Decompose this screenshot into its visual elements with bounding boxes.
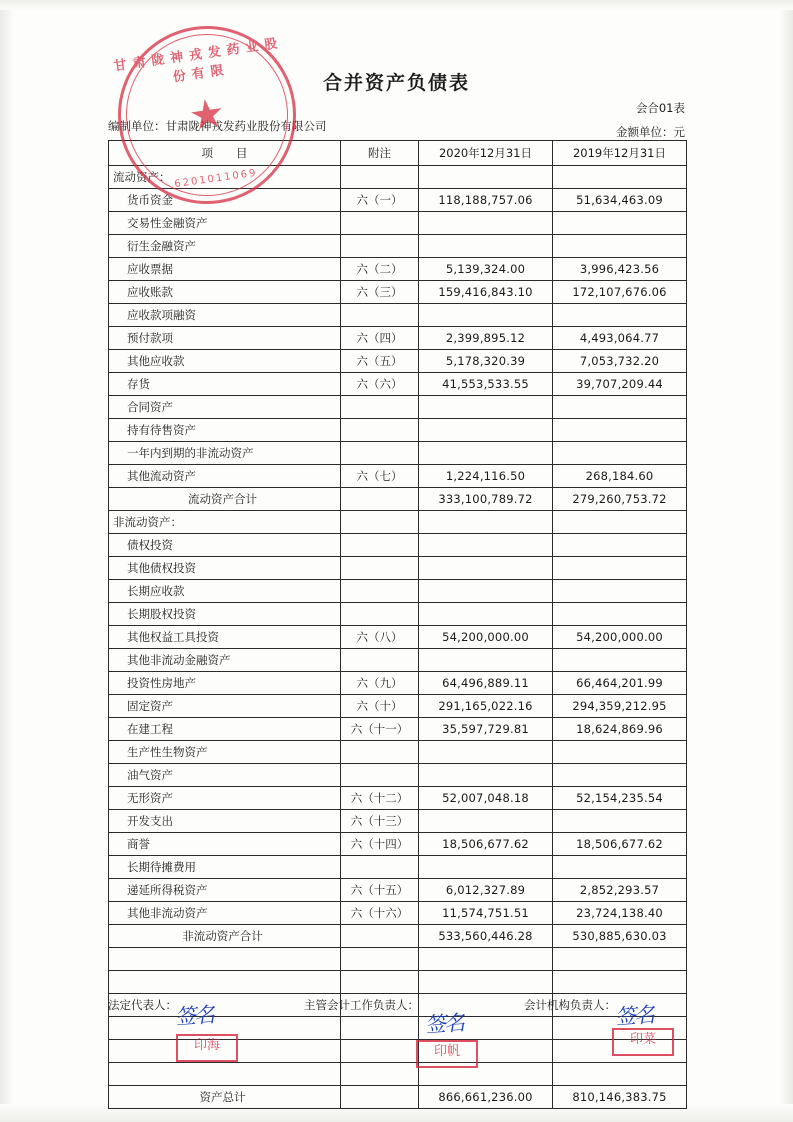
row-value-2019: 7,053,732.20 [553, 350, 687, 373]
row-value-2020: 41,553,533.55 [419, 373, 553, 396]
row-value-2020: 866,661,236.00 [419, 1086, 553, 1109]
row-value-2019 [553, 741, 687, 764]
scan-edge-top [0, 0, 793, 10]
table-row [109, 511, 687, 534]
row-note-ref [341, 1017, 419, 1040]
row-item-label: 应收款项融资 [109, 304, 341, 327]
chief-accountant-cell [304, 997, 524, 1013]
row-item-label: 应收账款 [109, 281, 341, 304]
row-value-2019 [553, 304, 687, 327]
row-value-2019: 52,154,235.54 [553, 787, 687, 810]
row-item-label: 债权投资 [109, 534, 341, 557]
table-row [109, 902, 687, 925]
table-row [109, 373, 687, 396]
row-note-ref [341, 764, 419, 787]
row-note-ref [341, 511, 419, 534]
row-item-label: 无形资产 [109, 787, 341, 810]
row-item-label: 长期应收款 [109, 580, 341, 603]
row-note-ref [341, 557, 419, 580]
table-row [109, 603, 687, 626]
row-value-2019 [553, 419, 687, 442]
table-row [109, 488, 687, 511]
table-row [109, 948, 687, 971]
row-value-2020: 6,012,327.89 [419, 879, 553, 902]
table-row [109, 212, 687, 235]
row-item-label: 非流动资产合计 [109, 925, 341, 948]
table-row [109, 787, 687, 810]
row-value-2020 [419, 764, 553, 787]
table-row [109, 557, 687, 580]
row-item-label [109, 971, 341, 994]
row-value-2020: 118,188,757.06 [419, 189, 553, 212]
row-note-ref: 六（十三） [341, 810, 419, 833]
row-item-label: 合同资产 [109, 396, 341, 419]
row-item-label: 其他非流动金融资产 [109, 649, 341, 672]
row-item-label: 递延所得税资产 [109, 879, 341, 902]
row-value-2020: 18,506,677.62 [419, 833, 553, 856]
row-note-ref [341, 166, 419, 189]
row-item-label: 油气资产 [109, 764, 341, 787]
stamp-legal-representative: 印海 [176, 1034, 238, 1062]
table-header-row [109, 141, 687, 166]
row-note-ref [341, 534, 419, 557]
row-value-2019 [553, 810, 687, 833]
row-value-2019: 4,493,064.77 [553, 327, 687, 350]
row-note-ref: 六（一） [341, 189, 419, 212]
stamp-accounting-institution: 印菜 [612, 1028, 674, 1056]
row-note-ref: 六（三） [341, 281, 419, 304]
row-value-2019 [553, 1063, 687, 1086]
row-value-2020 [419, 419, 553, 442]
table-row [109, 718, 687, 741]
row-value-2020 [419, 971, 553, 994]
row-value-2019 [553, 764, 687, 787]
table-row [109, 1063, 687, 1086]
table-row [109, 649, 687, 672]
row-item-label: 其他债权投资 [109, 557, 341, 580]
row-note-ref: 六（七） [341, 465, 419, 488]
row-value-2019 [553, 580, 687, 603]
table-row [109, 810, 687, 833]
row-value-2019 [553, 511, 687, 534]
row-note-ref: 六（二） [341, 258, 419, 281]
table-row [109, 856, 687, 879]
row-value-2019 [553, 948, 687, 971]
row-value-2019 [553, 557, 687, 580]
row-item-label: 在建工程 [109, 718, 341, 741]
chief-accountant-signature: 签名 [424, 1010, 464, 1038]
row-item-label: 预付款项 [109, 327, 341, 350]
row-value-2020 [419, 856, 553, 879]
row-note-ref [341, 856, 419, 879]
row-item-label: 其他权益工具投资 [109, 626, 341, 649]
row-value-2019: 66,464,201.99 [553, 672, 687, 695]
row-note-ref [341, 603, 419, 626]
legal-representative-label: 法定代表人： [108, 998, 177, 1012]
row-item-label: 长期股权投资 [109, 603, 341, 626]
table-row [109, 396, 687, 419]
table-row [109, 304, 687, 327]
row-note-ref [341, 1086, 419, 1109]
column-header: 附注 [341, 141, 419, 166]
row-item-label: 应收票据 [109, 258, 341, 281]
row-note-ref [341, 1063, 419, 1086]
row-item-label [109, 948, 341, 971]
row-item-label: 其他流动资产 [109, 465, 341, 488]
row-note-ref: 六（十六） [341, 902, 419, 925]
table-row [109, 672, 687, 695]
table-row [109, 626, 687, 649]
row-note-ref [341, 419, 419, 442]
row-value-2020 [419, 557, 553, 580]
row-value-2019: 172,107,676.06 [553, 281, 687, 304]
row-note-ref [341, 1040, 419, 1063]
row-value-2020 [419, 603, 553, 626]
row-value-2020 [419, 534, 553, 557]
row-item-label: 流动资产合计 [109, 488, 341, 511]
table-row [109, 235, 687, 258]
row-item-label: 固定资产 [109, 695, 341, 718]
row-note-ref: 六（十二） [341, 787, 419, 810]
star-icon: ★ [186, 89, 228, 140]
table-row [109, 327, 687, 350]
row-note-ref [341, 442, 419, 465]
row-note-ref [341, 304, 419, 327]
row-value-2019: 268,184.60 [553, 465, 687, 488]
row-note-ref: 六（五） [341, 350, 419, 373]
row-note-ref: 六（十五） [341, 879, 419, 902]
row-note-ref [341, 948, 419, 971]
row-value-2020 [419, 304, 553, 327]
row-item-label: 存货 [109, 373, 341, 396]
table-row [109, 350, 687, 373]
row-note-ref: 六（九） [341, 672, 419, 695]
row-item-label [109, 1063, 341, 1086]
row-value-2019: 54,200,000.00 [553, 626, 687, 649]
row-value-2020 [419, 235, 553, 258]
balance-sheet-table [108, 140, 687, 1109]
row-value-2020: 1,224,116.50 [419, 465, 553, 488]
stamp-chief-accountant: 印帆 [416, 1040, 478, 1068]
table-row [109, 833, 687, 856]
seal-top-text: 甘肃陇神戎发药业股份有限 [112, 35, 285, 86]
table-row [109, 189, 687, 212]
table-row [109, 879, 687, 902]
table-row [109, 258, 687, 281]
row-item-label: 开发支出 [109, 810, 341, 833]
table-row [109, 534, 687, 557]
row-value-2019: 530,885,630.03 [553, 925, 687, 948]
row-value-2020: 11,574,751.51 [419, 902, 553, 925]
row-item-label: 其他应收款 [109, 350, 341, 373]
row-item-label: 流动资产： [109, 166, 341, 189]
column-header: 2020年12月31日 [419, 141, 553, 166]
chief-accountant-label: 主管会计工作负责人： [304, 998, 419, 1012]
row-value-2020 [419, 396, 553, 419]
column-header: 2019年12月31日 [553, 141, 687, 166]
row-note-ref [341, 741, 419, 764]
row-value-2020 [419, 442, 553, 465]
row-note-ref [341, 971, 419, 994]
prepared-by: 编制单位：甘肃陇神戎发药业股份有限公司 [108, 119, 327, 133]
row-item-label: 其他非流动资产 [109, 902, 341, 925]
row-value-2019 [553, 442, 687, 465]
row-note-ref [341, 925, 419, 948]
row-value-2020 [419, 649, 553, 672]
row-value-2020: 291,165,022.16 [419, 695, 553, 718]
row-note-ref: 六（十四） [341, 833, 419, 856]
row-item-label: 投资性房地产 [109, 672, 341, 695]
row-value-2020: 159,416,843.10 [419, 281, 553, 304]
row-value-2019: 18,506,677.62 [553, 833, 687, 856]
row-value-2020 [419, 212, 553, 235]
row-note-ref: 六（十一） [341, 718, 419, 741]
row-note-ref [341, 649, 419, 672]
row-value-2020 [419, 166, 553, 189]
row-value-2019: 810,146,383.75 [553, 1086, 687, 1109]
accounting-institution-signature: 签名 [614, 1002, 654, 1030]
accounting-institution-label: 会计机构负责人： [524, 998, 616, 1012]
row-value-2019 [553, 649, 687, 672]
row-value-2019 [553, 166, 687, 189]
row-value-2020: 35,597,729.81 [419, 718, 553, 741]
row-value-2020 [419, 948, 553, 971]
table-row [109, 971, 687, 994]
table-row [109, 741, 687, 764]
row-value-2020 [419, 741, 553, 764]
row-item-label: 持有待售资产 [109, 419, 341, 442]
row-value-2019: 51,634,463.09 [553, 189, 687, 212]
row-note-ref [341, 396, 419, 419]
row-note-ref: 六（十） [341, 695, 419, 718]
row-value-2019 [553, 235, 687, 258]
row-item-label: 货币资金 [109, 189, 341, 212]
table-row [109, 419, 687, 442]
row-value-2020: 2,399,895.12 [419, 327, 553, 350]
row-note-ref [341, 580, 419, 603]
row-item-label: 一年内到期的非流动资产 [109, 442, 341, 465]
row-item-label: 资产总计 [109, 1086, 341, 1109]
row-value-2019 [553, 856, 687, 879]
row-item-label: 衍生金融资产 [109, 235, 341, 258]
accounting-institution-cell [524, 997, 686, 1013]
row-value-2019: 294,359,212.95 [553, 695, 687, 718]
row-value-2020: 533,560,446.28 [419, 925, 553, 948]
legal-representative-signature: 签名 [174, 1002, 214, 1030]
row-value-2020: 64,496,889.11 [419, 672, 553, 695]
table-row [109, 442, 687, 465]
row-value-2019 [553, 534, 687, 557]
row-item-label: 生产性生物资产 [109, 741, 341, 764]
scan-edge-right [779, 0, 793, 1122]
table-row [109, 166, 687, 189]
row-value-2019 [553, 603, 687, 626]
table-row [109, 764, 687, 787]
row-value-2020 [419, 580, 553, 603]
row-item-label: 交易性金融资产 [109, 212, 341, 235]
row-item-label: 长期待摊费用 [109, 856, 341, 879]
row-value-2020: 333,100,789.72 [419, 488, 553, 511]
row-value-2019: 23,724,138.40 [553, 902, 687, 925]
table-row [109, 580, 687, 603]
row-value-2019: 18,624,869.96 [553, 718, 687, 741]
page-title: 合并资产负债表 [322, 72, 470, 94]
scan-edge-left [0, 0, 14, 1122]
row-item-label: 非流动资产： [109, 511, 341, 534]
column-header: 项 目 [109, 141, 341, 166]
table-row [109, 465, 687, 488]
row-value-2019 [553, 396, 687, 419]
table-row [109, 695, 687, 718]
table-row [109, 1086, 687, 1109]
row-value-2020: 54,200,000.00 [419, 626, 553, 649]
row-value-2019 [553, 971, 687, 994]
table-row [109, 281, 687, 304]
row-value-2019: 39,707,209.44 [553, 373, 687, 396]
seal-bottom-text: 6201011069 [173, 167, 259, 191]
form-code: 会合01表 [635, 101, 685, 115]
row-value-2019: 3,996,423.56 [553, 258, 687, 281]
row-value-2019: 2,852,293.57 [553, 879, 687, 902]
row-value-2019: 279,260,753.72 [553, 488, 687, 511]
row-value-2020 [419, 810, 553, 833]
row-note-ref [341, 488, 419, 511]
row-value-2020: 5,139,324.00 [419, 258, 553, 281]
row-value-2020: 52,007,048.18 [419, 787, 553, 810]
row-note-ref [341, 235, 419, 258]
amount-unit-note: 金额单位：元 [616, 125, 685, 139]
row-value-2020: 5,178,320.39 [419, 350, 553, 373]
table-row [109, 925, 687, 948]
row-note-ref: 六（六） [341, 373, 419, 396]
row-note-ref [341, 212, 419, 235]
row-note-ref: 六（四） [341, 327, 419, 350]
row-value-2019 [553, 212, 687, 235]
row-note-ref: 六（八） [341, 626, 419, 649]
row-item-label: 商誉 [109, 833, 341, 856]
row-value-2020 [419, 511, 553, 534]
